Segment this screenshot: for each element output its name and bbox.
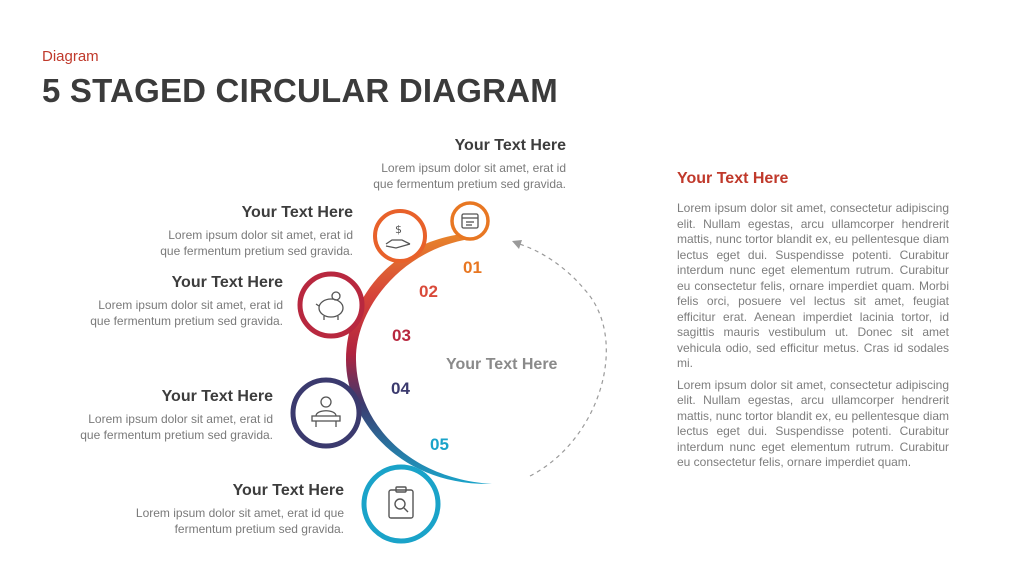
stage-03-heading: Your Text Here bbox=[171, 274, 283, 291]
slide-kicker: Diagram bbox=[42, 48, 99, 65]
arrow-head-icon bbox=[512, 240, 522, 249]
stage-05-heading: Your Text Here bbox=[232, 482, 344, 499]
stage-04-text bbox=[80, 387, 273, 443]
stage-02-text bbox=[160, 203, 353, 259]
stage-03-desc-line2: que fermentum pretium sed gravida. bbox=[90, 314, 283, 328]
stage-03-text bbox=[90, 273, 283, 329]
stage-01-heading: Your Text Here bbox=[454, 137, 566, 154]
stage-number-02: 02 bbox=[419, 282, 438, 301]
stage-05-desc-line1: Lorem ipsum dolor sit amet, erat id que bbox=[135, 506, 344, 520]
stage-04-heading: Your Text Here bbox=[161, 388, 273, 405]
stage-02-desc-line1: Lorem ipsum dolor sit amet, erat id bbox=[168, 228, 353, 242]
stage-03-desc-line1: Lorem ipsum dolor sit amet, erat id bbox=[98, 298, 283, 312]
stage-02-heading: Your Text Here bbox=[241, 204, 353, 221]
stage-04-node bbox=[293, 380, 359, 446]
panel-paragraph-1: Lorem ipsum dolor sit amet, consectetur adipiscing elit. Nullam egestas, arcu ullamcorper hendrerit mattis, nunc tortor blandit ex, eu pellentesque diam lectus eget dui. Suspendisse potenti. Curabitur interdum nunc eget elementum rutrum. Curabitur eu consectetur felis, ornare imperdiet quam. Morbi felis orci, posuere vel lectus sit amet, feugiat efficitur erat. Aenean imperdiet lacinia tortor, id sagittis mauris vestibulum ut. Donec sit amet vehicula odio, sed efficitur metus. Cras id sodales mi. bbox=[677, 201, 949, 370]
stage-01-desc-line1: Lorem ipsum dolor sit amet, erat id bbox=[381, 161, 566, 175]
stage-05-text bbox=[136, 481, 344, 537]
stage-04-desc-line2: que fermentum pretium sed gravida. bbox=[80, 428, 273, 442]
stage-05-desc-line2: fermentum pretium sed gravida. bbox=[174, 522, 344, 536]
stage-number-04: 04 bbox=[391, 379, 410, 398]
stage-01-text bbox=[373, 136, 566, 192]
stage-number-01: 01 bbox=[463, 258, 482, 277]
stage-01-desc-line2: que fermentum pretium sed gravida. bbox=[373, 177, 566, 191]
center-label: Your Text Here bbox=[446, 356, 558, 373]
stage-number-03: 03 bbox=[392, 326, 411, 345]
stage-number-05: 05 bbox=[430, 435, 449, 454]
stage-01-node bbox=[452, 203, 488, 239]
text-panel bbox=[677, 170, 949, 471]
stage-05-node bbox=[364, 467, 438, 541]
svg-text:$: $ bbox=[395, 223, 402, 236]
panel-paragraph-2: Lorem ipsum dolor sit amet, consectetur adipiscing elit. Nullam egestas, arcu ullamcorper hendrerit mattis, nunc tortor blandit ex, eu pellentesque diam lectus eget dui. Suspendisse potenti. Curabitur interdum nunc eget elementum rutrum. Curabitur eu consectetur felis, ornare imperdiet quam. bbox=[677, 377, 949, 469]
slide-title: 5 STAGED CIRCULAR DIAGRAM bbox=[42, 72, 558, 109]
stage-02-desc-line2: que fermentum pretium sed gravida. bbox=[160, 244, 353, 258]
stage-04-desc-line1: Lorem ipsum dolor sit amet, erat id bbox=[88, 412, 273, 426]
panel-heading: Your Text Here bbox=[677, 170, 789, 187]
stage-03-node bbox=[300, 274, 362, 336]
stage-02-node bbox=[375, 211, 425, 261]
